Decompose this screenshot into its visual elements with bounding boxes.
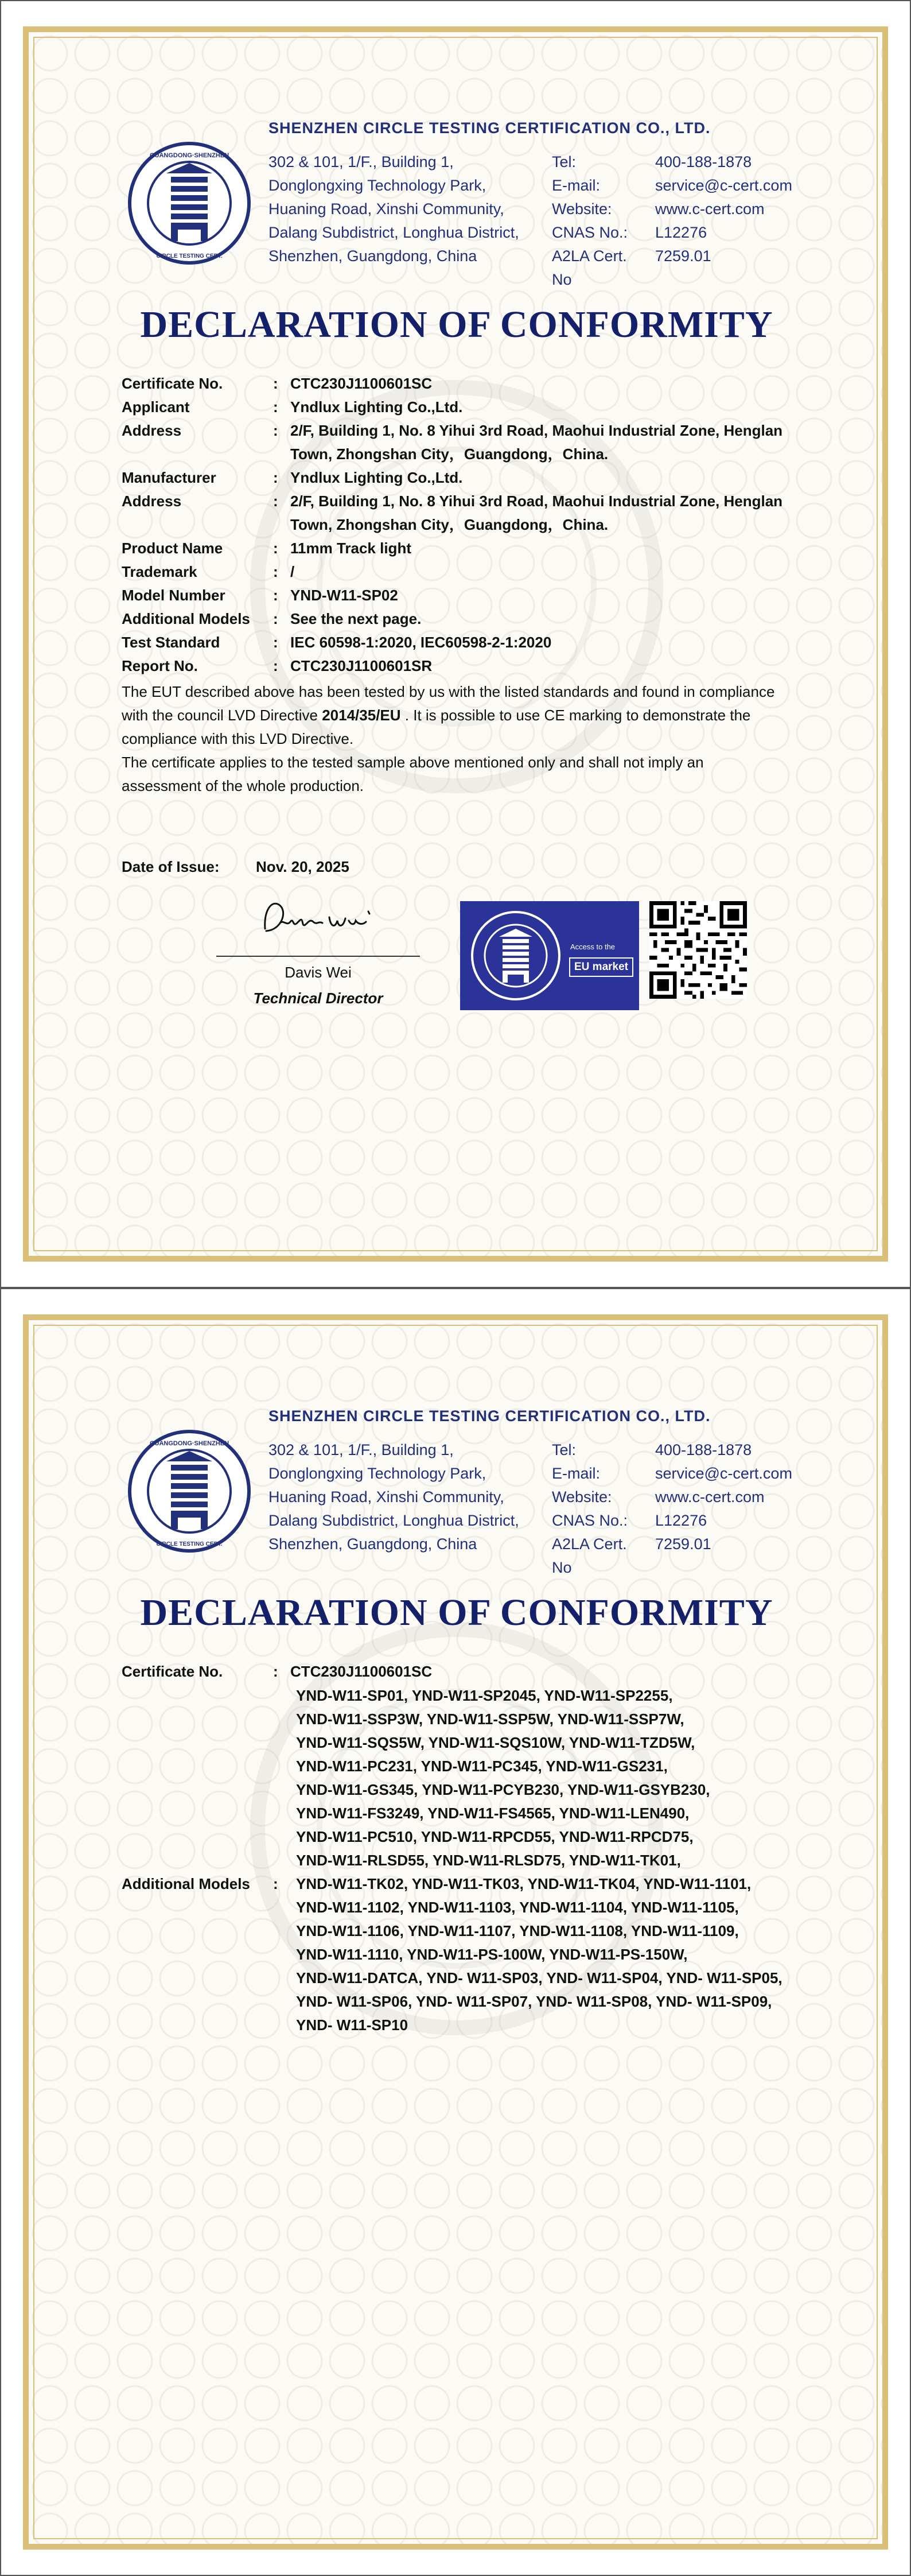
document-title: DECLARATION OF CONFORMITY [140, 1592, 773, 1634]
document-title: DECLARATION OF CONFORMITY [140, 304, 773, 346]
list-item: YND- W11-SP06, YND- W11-SP07, YND- W11-SP08, YND- W11-SP09, [296, 1993, 772, 2010]
contact-a2la: A2LA Cert. 7259.01 [552, 1535, 711, 1553]
field-model-number: Model Number : YND-W11-SP02 [122, 587, 398, 604]
list-item: YND-W11-PC510, YND-W11-RPCD55, YND-W11-RPCD75, [296, 1828, 694, 1845]
signature-line [216, 956, 420, 957]
additional-models-list [296, 1684, 841, 2037]
list-item: YND-W11-SSP3W, YND-W11-SSP5W, YND-W11-SSP7W, [296, 1710, 684, 1728]
contact-cnas: CNAS No.: L12276 [552, 1512, 707, 1529]
contact-email: E-mail: service@c-cert.com [552, 1465, 792, 1482]
contact-website: Website: www.c-cert.com [552, 1488, 765, 1506]
badge-access-text: Access to the [570, 942, 616, 951]
contact-tel: Tel: 400-188-1878 [552, 153, 752, 170]
signatory-title: Technical Director [253, 990, 383, 1007]
field-certificate-no: Certificate No. : CTC230J1100601SC [122, 375, 433, 392]
company-address: 302 & 101, 1/F., Building 1, Donglongxing Technology Park, Huaning Road, Xinshi Community, Dalang Subdistrict, Longhua District, Shenzhen, Guangdong, China [268, 1441, 519, 1553]
badge-seal-icon [469, 909, 562, 1002]
list-item: YND-W11-PC231, YND-W11-PC345, YND-W11-GS231, [296, 1758, 668, 1775]
directive-number: 2014/35/EU [322, 707, 401, 724]
signatory-name: Davis Wei [285, 964, 352, 981]
qr-code [649, 901, 747, 999]
badge-market-text: EU market [569, 957, 633, 977]
company-seal-logo [126, 1428, 252, 1554]
company-contacts [552, 1438, 792, 1580]
date-of-issue: Date of Issue: Nov. 20, 2025 [122, 858, 349, 875]
eu-market-badge [460, 901, 639, 1010]
contact-website: Website: www.c-cert.com [552, 200, 765, 218]
list-item: YND-W11-1102, YND-W11-1103, YND-W11-1104, YND-W11-1105, [296, 1899, 739, 1916]
list-item: YND-W11-TK02, YND-W11-TK03, YND-W11-TK04, YND-W11-1101, [296, 1875, 752, 1892]
svg-text:CIRCLE TESTING CERT.: CIRCLE TESTING CERT. [156, 253, 223, 259]
field-applicant: Applicant : Yndlux Lighting Co.,Ltd. [122, 398, 463, 416]
compliance-statement: The EUT described above has been tested by us with the listed standards and found in compliance with the council LVD Directive 2014/35/EU . It is possible to use CE marking to demonstrate the compliance with this LVD Directive. The certificate applies to the tested sample above mentioned only and shall not imply an assessment of the whole production. [122, 683, 775, 794]
field-manufacturer-address: Address : 2/F, Building 1, No. 8 Yihui 3rd Road, Maohui Industrial Zone, Henglan Town, Zhongshan City，Guangdong，China. [122, 492, 783, 533]
list-item: YND-W11-SQS5W, YND-W11-SQS10W, YND-W11-TZD5W, [296, 1734, 695, 1751]
contact-a2la-no: No [552, 1559, 572, 1576]
field-test-standard: Test Standard : IEC 60598-1:2020, IEC60598-2-1:2020 [122, 634, 552, 651]
company-address: 302 & 101, 1/F., Building 1, Donglongxing Technology Park, Huaning Road, Xinshi Community, Dalang Subdistrict, Longhua District, Shenzhen, Guangdong, China [268, 153, 519, 265]
list-item: YND-W11-RLSD55, YND-W11-RLSD75, YND-W11-TK01, [296, 1852, 681, 1869]
issue-date: Nov. 20, 2025 [256, 858, 349, 875]
contact-cnas: CNAS No.: L12276 [552, 224, 707, 241]
list-item: YND-W11-DATCA, YND- W11-SP03, YND- W11-SP04, YND- W11-SP05, [296, 1969, 782, 1987]
field-product-name: Product Name : 11mm Track light [122, 540, 411, 557]
contact-a2la-no: No [552, 271, 572, 288]
contact-a2la: A2LA Cert. 7259.01 [552, 247, 711, 265]
field-applicant-address: Address : 2/F, Building 1, No. 8 Yihui 3rd Road, Maohui Industrial Zone, Henglan Town, Zhongshan City，Guangdong，China. [122, 422, 783, 463]
certificate-page-2: GUANGDONG·SHENZHEN CIRCLE TESTING CERT. SHENZHEN CIRCLE TESTING CERTIFICATION CO., LTD. 302 & 101, 1/F., Building 1, Donglongxing Technology Park, Huaning Road, Xinshi Community, Dalang Subdistrict, Longhua District, Shenzhen, Guangdong, China Tel: 400-188-1878 E-mail: service@c-cert.com Website: www.c-cert.com CNAS No.: L12276 A2LA Cert. 7259.01 No DECLARATION OF CONFORMITY Certificate No. : CTC230J1100601SC Additional Models : YND-W11-SP01, YND-W11-SP2045, YND-W11-SP2255, YND-W11-SSP3W, YND-W11-SSP5W, YND-W11-SSP7W, YND-W11-SQS5W, YND-W11-SQS10W, YND-W11-TZD5W, YND-W11-PC231, YND-W11-PC345, YND-W11-GS231, YND-W11-GS345, YND-W11-PCYB230, YND-W11-GSYB230, YND-W11-FS3249, YND-W11-FS4565, YND-W11-LEN490, YND-W11-PC510, YND-W11-RPCD55, YND-W11-RPCD75, YND-W11-RLSD55, YND-W11-RLSD75, YND-W11-TK01, YND-W11-TK02, YND-W11-TK03, YND-W11-TK04, YND-W11-1101, YND-W11-1102, YND-W11-1103, YND-W11-1104, YND-W11-1105, YND-W11-1106, YND-W11-1107, YND-W11-1108, YND-W11-1109, YND-W11-1110, YND-W11-PS-100W, YND-W11-PS-150W, YND-W11-DATCA, YND- W11-SP03, YND- W11-SP04, YND- W11-SP05, YND- W11-SP06, YND- W11-SP07, YND- W11-SP08, YND- W11-SP09, YND- W11-SP10 [0, 1288, 911, 2576]
list-item: YND-W11-1106, YND-W11-1107, YND-W11-1108, YND-W11-1109, [296, 1922, 739, 1939]
contact-email: E-mail: service@c-cert.com [552, 177, 792, 194]
field-report-no: Report No. : CTC230J1100601SR [122, 657, 433, 674]
field-additional-models: Additional Models : See the next page. [122, 610, 422, 627]
certificate-fields [122, 372, 833, 678]
svg-text:GUANGDONG·SHENZHEN: GUANGDONG·SHENZHEN [149, 1440, 229, 1447]
company-name: SHENZHEN CIRCLE TESTING CERTIFICATION CO., LTD. [268, 119, 711, 137]
svg-text:CIRCLE TESTING CERT.: CIRCLE TESTING CERT. [156, 1541, 223, 1547]
list-item: YND-W11-SP01, YND-W11-SP2045, YND-W11-SP2255, [296, 1687, 673, 1704]
field-manufacturer: Manufacturer : Yndlux Lighting Co.,Ltd. [122, 469, 463, 486]
company-contacts [552, 150, 792, 292]
list-item: YND- W11-SP10 [296, 2016, 408, 2034]
list-item: YND-W11-FS3249, YND-W11-FS4565, YND-W11-LEN490, [296, 1805, 690, 1822]
company-seal-logo [126, 140, 252, 266]
additional-models-label: Additional Models [122, 1875, 250, 1892]
contact-tel: Tel: 400-188-1878 [552, 1441, 752, 1458]
field-trademark: Trademark : / [122, 563, 295, 580]
certificate-number-row: Certificate No. : CTC230J1100601SC [122, 1663, 433, 1680]
list-item: YND-W11-1110, YND-W11-PS-100W, YND-W11-PS-150W, [296, 1946, 688, 1963]
svg-text:GUANGDONG·SHENZHEN: GUANGDONG·SHENZHEN [149, 152, 229, 159]
company-name: SHENZHEN CIRCLE TESTING CERTIFICATION CO., LTD. [268, 1407, 711, 1425]
list-item: YND-W11-GS345, YND-W11-PCYB230, YND-W11-GSYB230, [296, 1781, 710, 1798]
handwritten-signature [254, 894, 391, 941]
